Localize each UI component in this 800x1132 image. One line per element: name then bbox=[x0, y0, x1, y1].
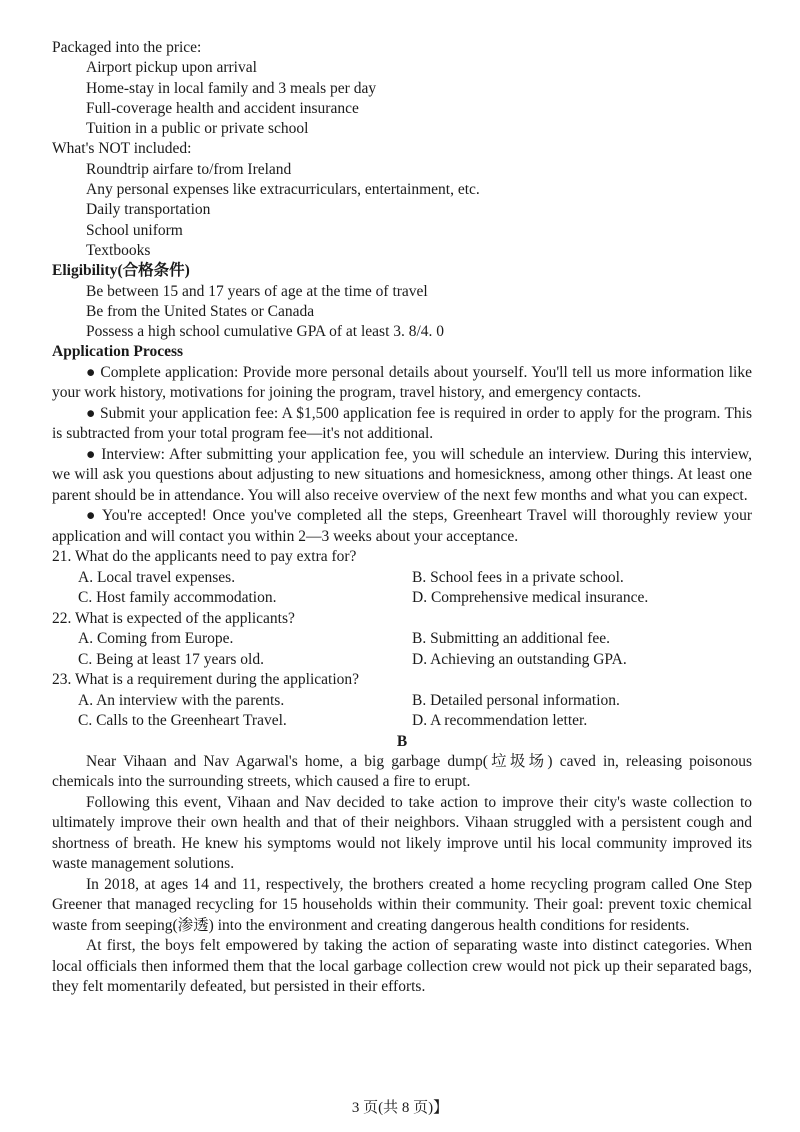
eligibility-item: Possess a high school cumulative GPA of at least 3. 8/4. 0 bbox=[86, 323, 445, 341]
application-step: ● Interview: After submitting your application fee, you will schedule an interview. During this interview, we will ask you questions about adjusting to new situations and homesickness, among other things. At least one parent should be in attendance. You will also receive overview of the next few months and what you can expect. bbox=[52, 445, 752, 504]
option-d: D. A recommendation letter. bbox=[412, 712, 588, 730]
option-a: A. Local travel expenses. bbox=[78, 568, 236, 586]
passage-paragraph: Near Vihaan and Nav Agarwal's home, a big garbage dump(垃圾场) caved in, releasing poisonous chemicals into the surrounding streets, which caused a fire to erupt. bbox=[52, 752, 752, 791]
question-text: 22. What is expected of the applicants? bbox=[52, 609, 295, 627]
section-b bbox=[52, 732, 752, 998]
passage-paragraph: At first, the boys felt empowered by taking the action of separating waste into distinct categories. When local officials then informed them that the local garbage collection crew would not pick up their separated bags, they felt momentarily defeated, but persisted in their efforts. bbox=[52, 937, 752, 996]
question-23 bbox=[52, 670, 752, 732]
eligibility-item: Be from the United States or Canada bbox=[86, 302, 315, 320]
application-section bbox=[52, 342, 752, 547]
option-d: D. Comprehensive medical insurance. bbox=[412, 589, 649, 607]
eligibility-heading: Eligibility(合格条件) bbox=[52, 262, 190, 280]
not-included-section bbox=[52, 139, 752, 261]
included-item: Home-stay in local family and 3 meals per day bbox=[86, 79, 377, 97]
not-included-item: Any personal expenses like extracurriculars, entertainment, etc. bbox=[86, 181, 480, 199]
option-c: C. Being at least 17 years old. bbox=[78, 650, 264, 668]
not-included-heading: What's NOT included: bbox=[52, 140, 192, 158]
not-included-item: Daily transportation bbox=[86, 201, 211, 219]
eligibility-section bbox=[52, 261, 752, 342]
option-b: B. School fees in a private school. bbox=[412, 568, 624, 586]
not-included-item: School uniform bbox=[86, 221, 183, 239]
option-c: C. Host family accommodation. bbox=[78, 589, 277, 607]
eligibility-item: Be between 15 and 17 years of age at the time of travel bbox=[86, 282, 428, 300]
question-text: 23. What is a requirement during the application? bbox=[52, 671, 360, 689]
option-c: C. Calls to the Greenheart Travel. bbox=[78, 712, 287, 730]
page-footer: 3 页(共 8 页)】 bbox=[351, 1100, 449, 1116]
passage-paragraph: In 2018, at ages 14 and 11, respectively, the brothers created a home recycling program called One Step Greener that managed recycling for 15 households within their community. Their goal: prevent toxic chemical waste from seeping(渗透) into the environment and creating dangerous health conditions for residents. bbox=[52, 875, 752, 934]
not-included-item: Roundtrip airfare to/from Ireland bbox=[86, 160, 292, 178]
application-step: ● Submit your application fee: A $1,500 application fee is required in order to apply for the program. This is subtracted from your total program fee—it's not additional. bbox=[52, 404, 752, 443]
included-heading: Packaged into the price: bbox=[52, 39, 202, 56]
questions-section bbox=[52, 547, 752, 732]
question-21 bbox=[52, 547, 752, 609]
application-step: ● Complete application: Provide more personal details about yourself. You'll tell us more information like your work history, motivations for joining the program, travel history, and emergency contacts. bbox=[52, 363, 752, 402]
option-a: A. Coming from Europe. bbox=[78, 630, 234, 648]
section-b-label: B bbox=[396, 732, 408, 750]
question-22 bbox=[52, 609, 752, 671]
included-item: Tuition in a public or private school bbox=[86, 120, 309, 138]
question-text: 21. What do the applicants need to pay extra for? bbox=[52, 548, 357, 566]
option-b: B. Submitting an additional fee. bbox=[412, 630, 611, 648]
option-b: B. Detailed personal information. bbox=[412, 691, 620, 709]
included-item: Full-coverage health and accident insurance bbox=[86, 99, 359, 117]
included-section bbox=[52, 38, 752, 139]
option-a: A. An interview with the parents. bbox=[78, 691, 285, 709]
option-d: D. Achieving an outstanding GPA. bbox=[412, 650, 627, 668]
not-included-item: Textbooks bbox=[86, 241, 151, 259]
included-item: Airport pickup upon arrival bbox=[86, 59, 257, 77]
passage-paragraph: Following this event, Vihaan and Nav decided to take action to improve their city's waste collection to ultimately improve their own health and that of their neighbors. Vihaan struggled with a persistent cough and shortness of breath. He knew his symptoms would not likely improve until his local community improved its waste management solutions. bbox=[52, 793, 752, 873]
application-heading: Application Process bbox=[52, 343, 184, 361]
application-step: ● You're accepted! Once you've completed all the steps, Greenheart Travel will thoroughly review your application and will contact you within 2—3 weeks about your acceptance. bbox=[52, 507, 752, 545]
